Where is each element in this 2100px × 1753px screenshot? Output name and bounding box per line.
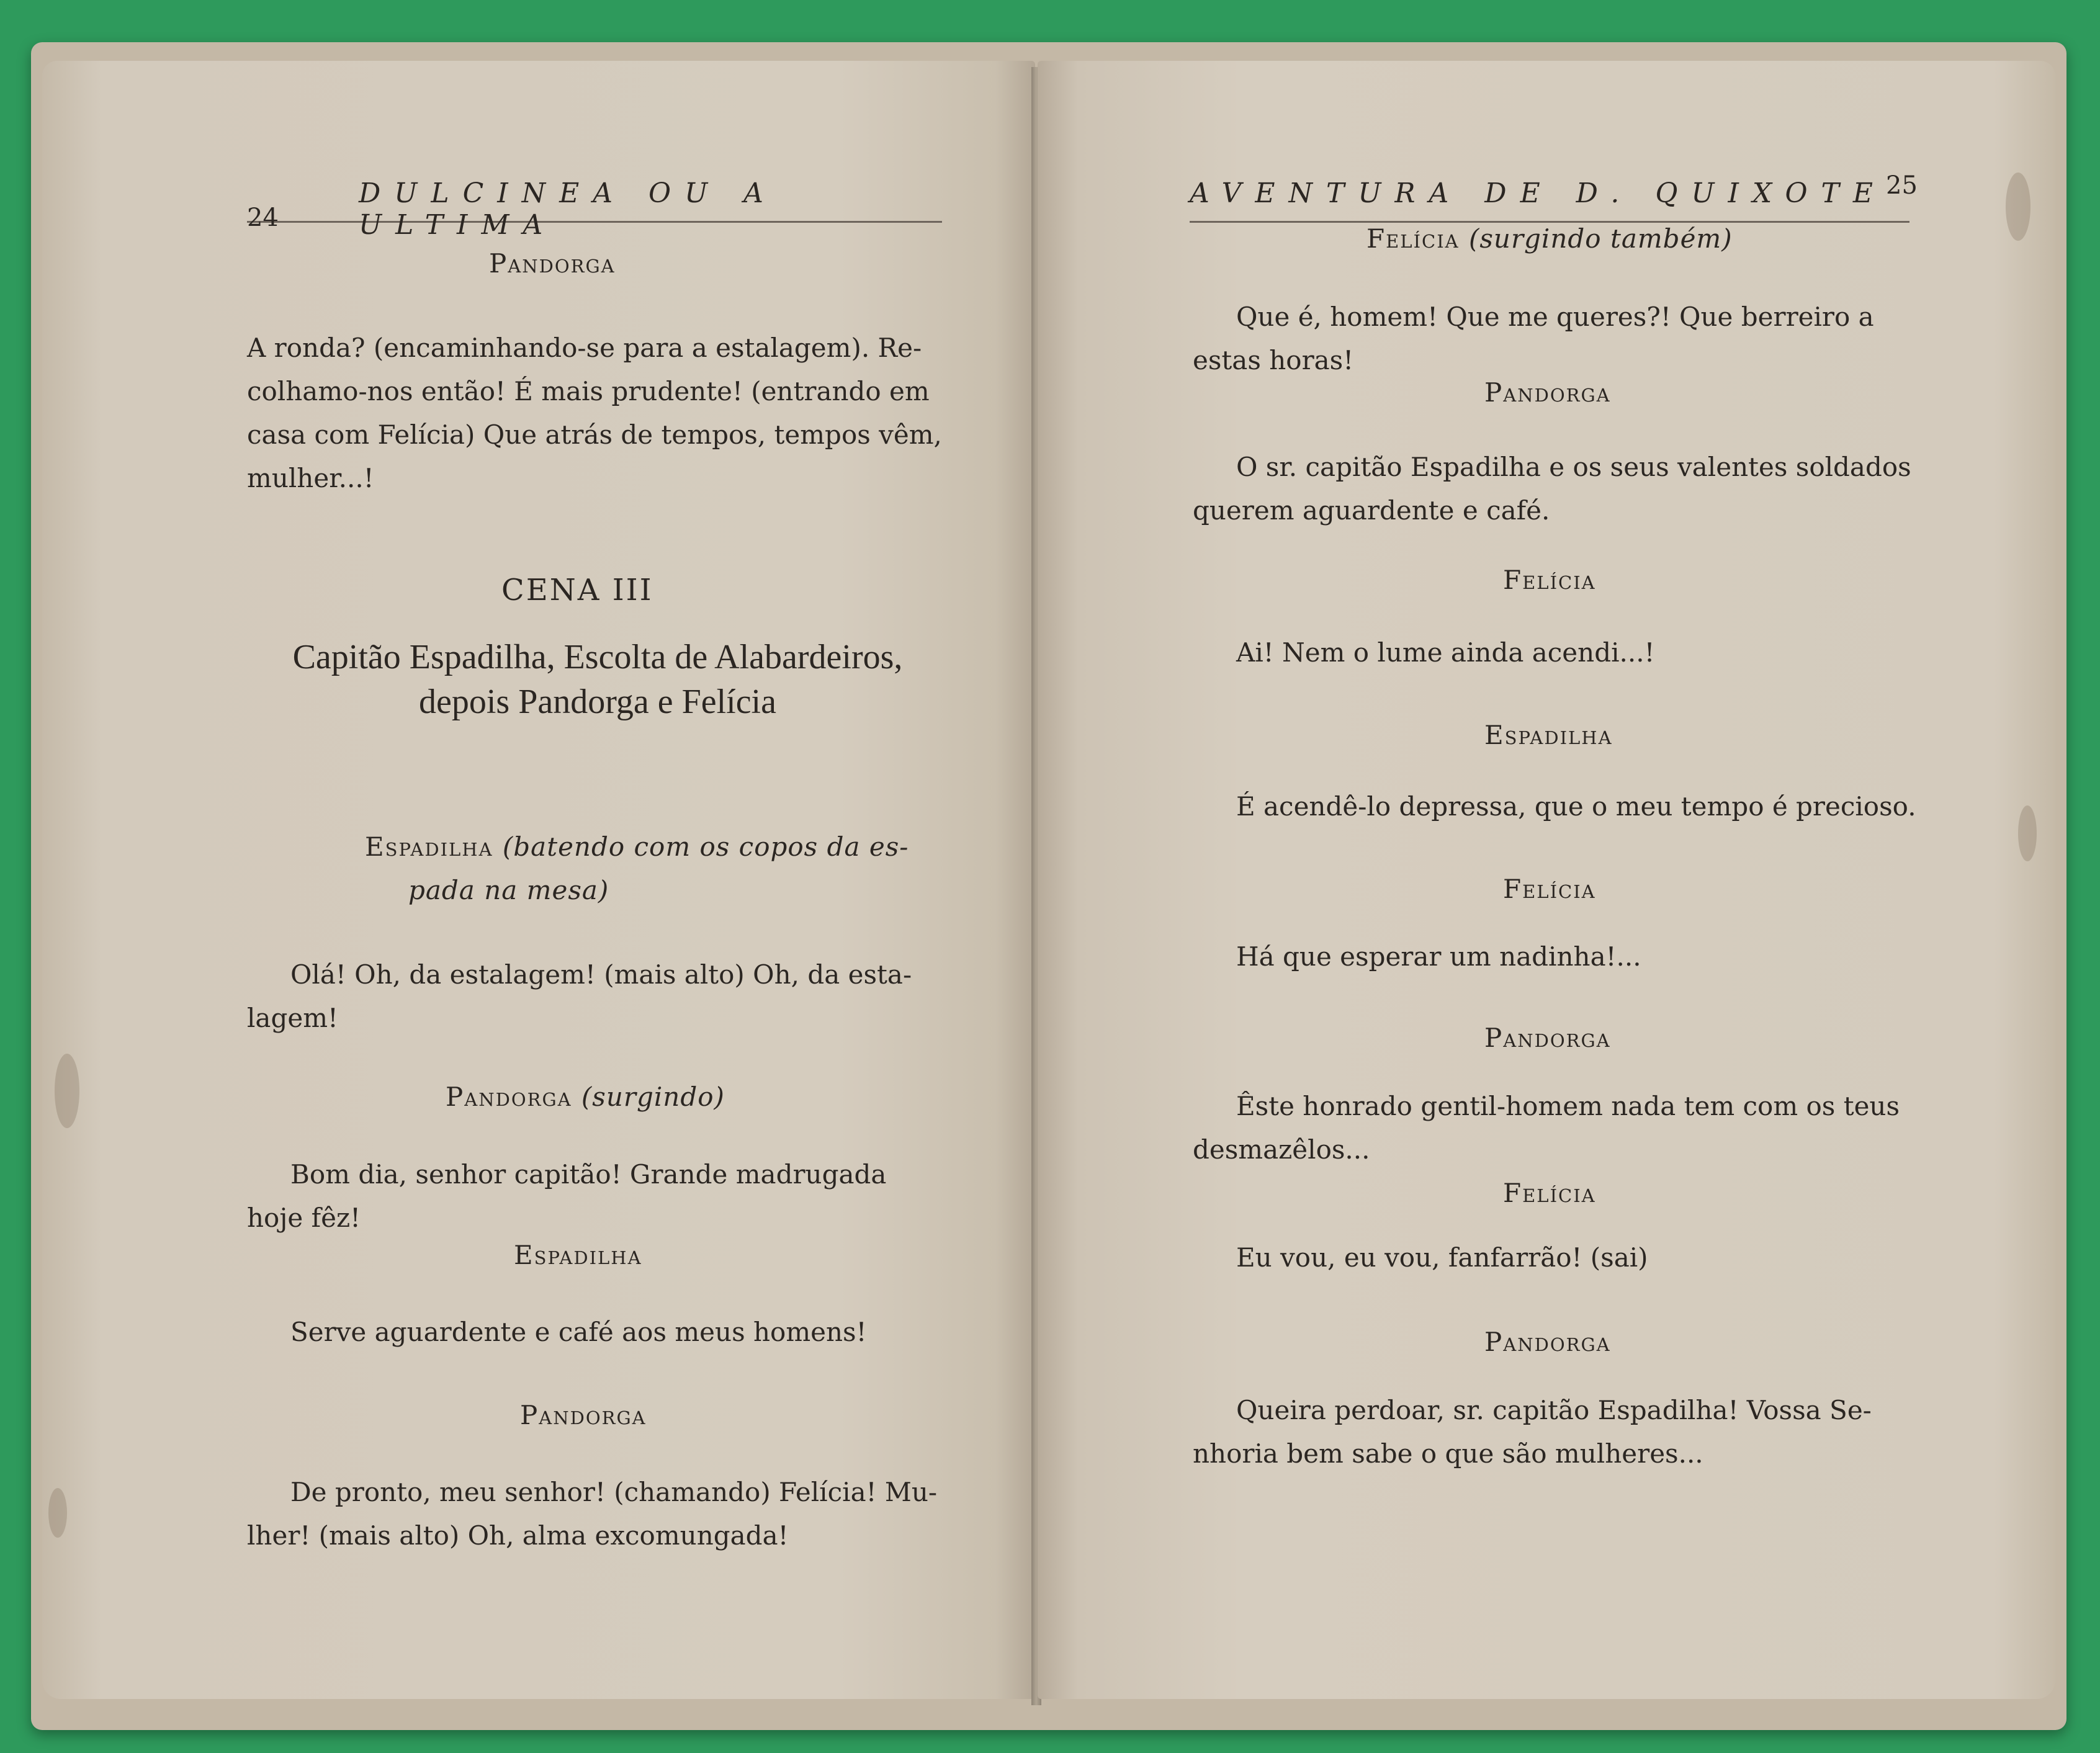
text-line: A ronda? (encaminhando-se para a estalagem). Re-	[247, 333, 922, 363]
speaker-name: Espadilha	[365, 832, 493, 862]
left-running-head	[247, 171, 942, 241]
left-running-head-text: DULCINEA OU A ULTIMA	[359, 177, 777, 241]
right-running-head	[1190, 171, 1909, 223]
stage-direction: (batendo com os copos da es-	[502, 832, 909, 862]
text-line: Há que esperar um nadinha!...	[1236, 941, 1641, 972]
paragraph-r8	[1193, 1389, 1906, 1476]
speaker-name: Felícia	[1366, 223, 1460, 254]
speaker-felicia: Felícia	[1503, 1178, 1596, 1208]
text-line: Olá! Oh, da estalagem! (mais alto) Oh, da esta-	[290, 959, 912, 990]
open-book	[31, 42, 2066, 1730]
stage-direction-continued: pada na mesa)	[408, 875, 609, 905]
text-line: De pronto, meu senhor! (chamando) Felícia! Mu-	[290, 1477, 938, 1507]
cast-line: depois Pandorga e Felícia	[419, 683, 776, 721]
speaker-pandorga: Pandorga	[520, 1400, 647, 1430]
paragraph-r6	[1193, 1085, 1906, 1172]
paragraph-5	[247, 1471, 948, 1558]
speaker-pandorga-with-stage	[446, 1082, 725, 1112]
text-line: Serve aguardente e café aos meus homens!	[290, 1317, 867, 1347]
paragraph-r2	[1193, 446, 1911, 532]
speaker-espadilha: Espadilha	[514, 1240, 642, 1270]
text-line: Bom dia, senhor capitão! Grande madrugada	[290, 1159, 887, 1190]
paragraph-r1	[1193, 295, 1906, 382]
stain	[2006, 173, 2030, 241]
cast-line: Capitão Espadilha, Escolta de Alabardeiros,	[292, 638, 903, 676]
speaker-espadilha: Espadilha	[1484, 720, 1613, 750]
speaker-espadilha-with-stage	[365, 832, 909, 862]
speaker-felicia: Felícia	[1503, 565, 1596, 595]
right-page-number: 25	[1886, 171, 1918, 200]
left-page-number: 24	[247, 204, 279, 232]
stain	[55, 1054, 79, 1128]
text-line: desmazêlos...	[1193, 1134, 1370, 1165]
speaker-pandorga: Pandorga	[489, 248, 616, 279]
scene-title: CENA III	[501, 573, 653, 607]
speaker-pandorga: Pandorga	[1484, 1023, 1611, 1053]
text-line: querem aguardente e café.	[1193, 495, 1550, 526]
text-line: nhoria bem sabe o que são mulheres...	[1193, 1438, 1703, 1469]
text-line: É acendê-lo depressa, que o meu tempo é precioso.	[1236, 791, 1916, 822]
speaker-pandorga: Pandorga	[1484, 1327, 1611, 1357]
stain	[2018, 805, 2037, 861]
text-line: colhamo-nos então! É mais prudente! (entrando em	[247, 376, 930, 406]
speaker-pandorga: Pandorga	[1484, 377, 1611, 408]
text-line: casa com Felícia) Que atrás de tempos, tempos vêm,	[247, 419, 942, 450]
stage-direction: (surgindo também)	[1468, 223, 1733, 254]
text-line: Queira perdoar, sr. capitão Espadilha! Vossa Se-	[1236, 1395, 1872, 1425]
paragraph-3	[247, 1153, 948, 1240]
speaker-name: Pandorga	[446, 1082, 572, 1112]
speaker-felicia-with-stage	[1366, 223, 1733, 254]
text-line: Eu vou, eu vou, fanfarrão! (sai)	[1236, 1242, 1648, 1273]
paragraph-1	[247, 326, 948, 500]
text-line: Que é, homem! Que me queres?! Que berreiro a	[1236, 302, 1874, 332]
cast-list	[247, 635, 948, 724]
text-line: Ai! Nem o lume ainda acendi...!	[1236, 637, 1655, 668]
text-line: estas horas!	[1193, 345, 1354, 375]
stage-direction: (surgindo)	[581, 1082, 725, 1112]
text-line: hoje fêz!	[247, 1203, 361, 1233]
text-line: Êste honrado gentil-homem nada tem com os teus	[1236, 1091, 1900, 1121]
left-page	[42, 61, 1035, 1699]
speaker-felicia: Felícia	[1503, 874, 1596, 904]
right-running-head-text: AVENTURA DE D. QUIXOTE	[1190, 177, 1887, 209]
stain	[48, 1488, 67, 1538]
text-line: O sr. capitão Espadilha e os seus valentes soldados	[1236, 452, 1911, 482]
text-line: lher! (mais alto) Oh, alma excomungada!	[247, 1520, 789, 1551]
paragraph-2	[247, 953, 948, 1040]
text-line: mulher...!	[247, 463, 374, 493]
right-page	[1038, 61, 2055, 1699]
text-line: lagem!	[247, 1003, 338, 1033]
